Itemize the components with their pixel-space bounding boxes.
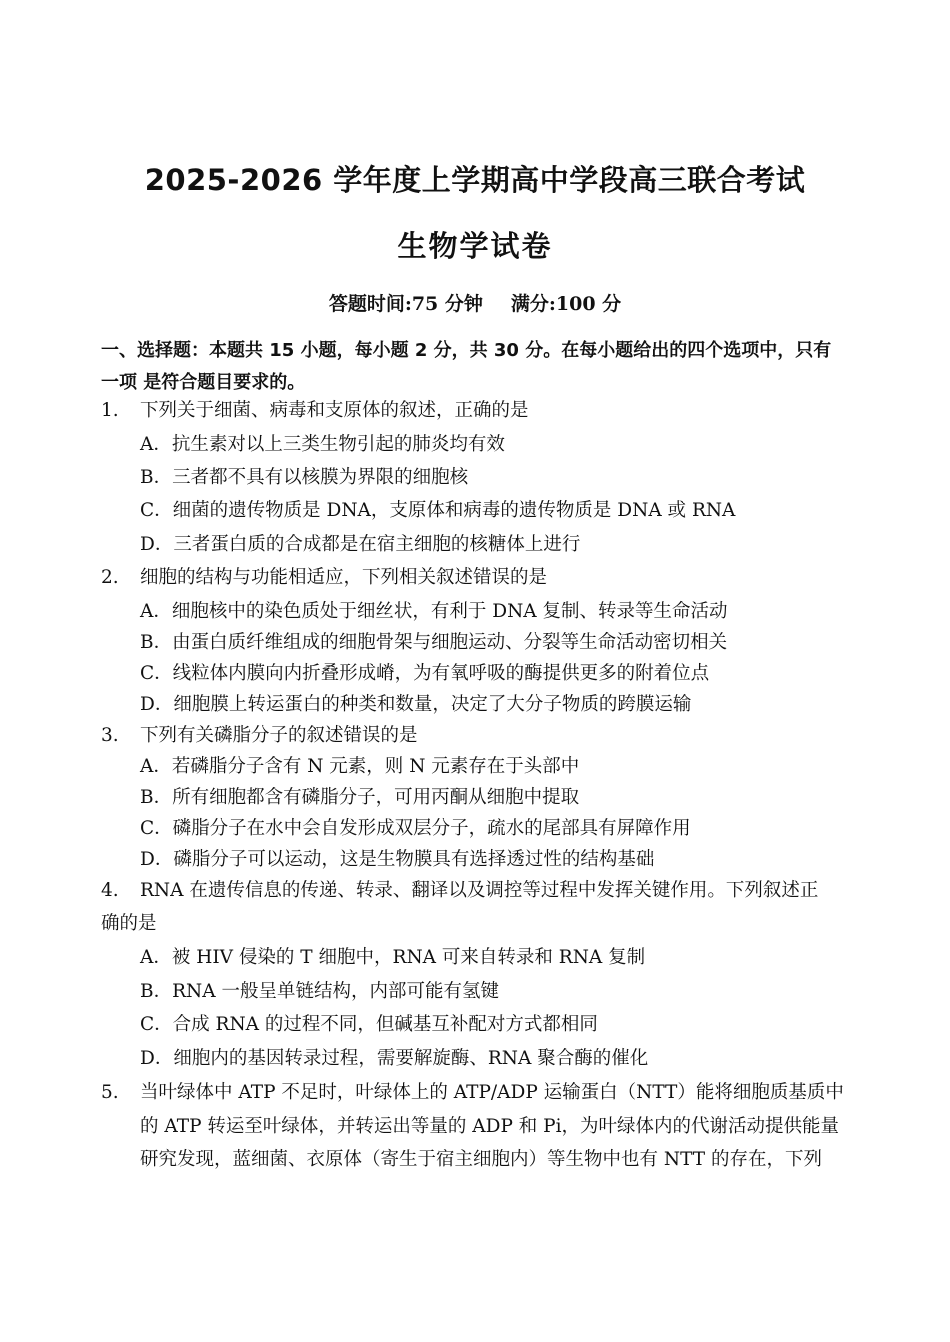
option-c: C．细菌的遗传物质是 DNA，支原体和病毒的遗传物质是 DNA 或 RNA xyxy=(140,500,736,521)
option-c: C．线粒体内膜向内折叠形成嵴，为有氧呼吸的酶提供更多的附着位点 xyxy=(140,663,710,684)
option-a: A．抗生素对以上三类生物引起的肺炎均有效 xyxy=(140,434,505,455)
option-c: C．合成 RNA 的过程不同，但碱基互补配对方式都相同 xyxy=(140,1014,598,1035)
exam-subject: 生物学试卷 xyxy=(397,229,553,263)
section-instruction-line1: 一、选择题：本题共 15 小题，每小题 2 分，共 30 分。在每小题给出的四个选项中，只有 xyxy=(101,340,832,361)
option-b: B．所有细胞都含有磷脂分子，可用丙酮从细胞中提取 xyxy=(140,787,580,808)
question-stem-continued: 研究发现，蓝细菌、衣原体（寄生于宿主细胞内）等生物中也有 NTT 的存在，下列 xyxy=(140,1149,822,1170)
question-number: 1. xyxy=(101,400,119,421)
option-a: A．若磷脂分子含有 N 元素，则 N 元素存在于头部中 xyxy=(140,756,580,777)
question-number: 3. xyxy=(101,725,119,746)
option-a: A．被 HIV 侵染的 T 细胞中，RNA 可来自转录和 RNA 复制 xyxy=(140,947,646,968)
option-d: D．磷脂分子可以运动，这是生物膜具有选择透过性的结构基础 xyxy=(140,849,655,870)
option-b: B．RNA 一般呈单链结构，内部可能有氢键 xyxy=(140,981,499,1002)
question-stem: 当叶绿体中 ATP 不足时，叶绿体上的 ATP/ADP 运输蛋白（NTT）能将细胞质基质中 xyxy=(140,1082,844,1103)
question-number: 4. xyxy=(101,880,119,901)
question-stem-continued: 的 ATP 转运至叶绿体，并转运出等量的 ADP 和 Pi，为叶绿体内的代谢活动提供能量 xyxy=(140,1116,840,1137)
option-c: C．磷脂分子在水中会自发形成双层分子，疏水的尾部具有屏障作用 xyxy=(140,818,691,839)
option-a: A．细胞核中的染色质处于细丝状，有利于 DNA 复制、转录等生命活动 xyxy=(140,601,728,622)
question-number: 2. xyxy=(101,567,119,588)
question-stem: 下列有关磷脂分子的叙述错误的是 xyxy=(140,725,418,746)
question-stem: RNA 在遗传信息的传递、转录、翻译以及调控等过程中发挥关键作用。下列叙述正 xyxy=(140,880,819,901)
time-label: 答题时间:75 分钟 xyxy=(328,293,483,315)
option-b: B．三者都不具有以核膜为界限的细胞核 xyxy=(140,467,469,488)
exam-info xyxy=(0,289,950,316)
option-d: D．三者蛋白质的合成都是在宿主细胞的核糖体上进行 xyxy=(140,534,581,555)
score-label: 满分:100 分 xyxy=(510,293,622,315)
section-instruction-line2: 一项 是符合题目要求的。 xyxy=(101,372,306,393)
option-d: D．细胞内的基因转录过程，需要解旋酶、RNA 聚合酶的催化 xyxy=(140,1048,649,1069)
question-number: 5. xyxy=(101,1082,119,1103)
question-stem: 下列关于细菌、病毒和支原体的叙述，正确的是 xyxy=(140,400,529,421)
option-b: B．由蛋白质纤维组成的细胞骨架与细胞运动、分裂等生命活动密切相关 xyxy=(140,632,728,653)
question-stem: 细胞的结构与功能相适应，下列相关叙述错误的是 xyxy=(140,567,548,588)
option-d: D．细胞膜上转运蛋白的种类和数量，决定了大分子物质的跨膜运输 xyxy=(140,694,692,715)
question-stem-continued: 确的是 xyxy=(101,913,157,934)
exam-title: 2025-2026 学年度上学期高中学段高三联合考试 xyxy=(144,163,806,197)
